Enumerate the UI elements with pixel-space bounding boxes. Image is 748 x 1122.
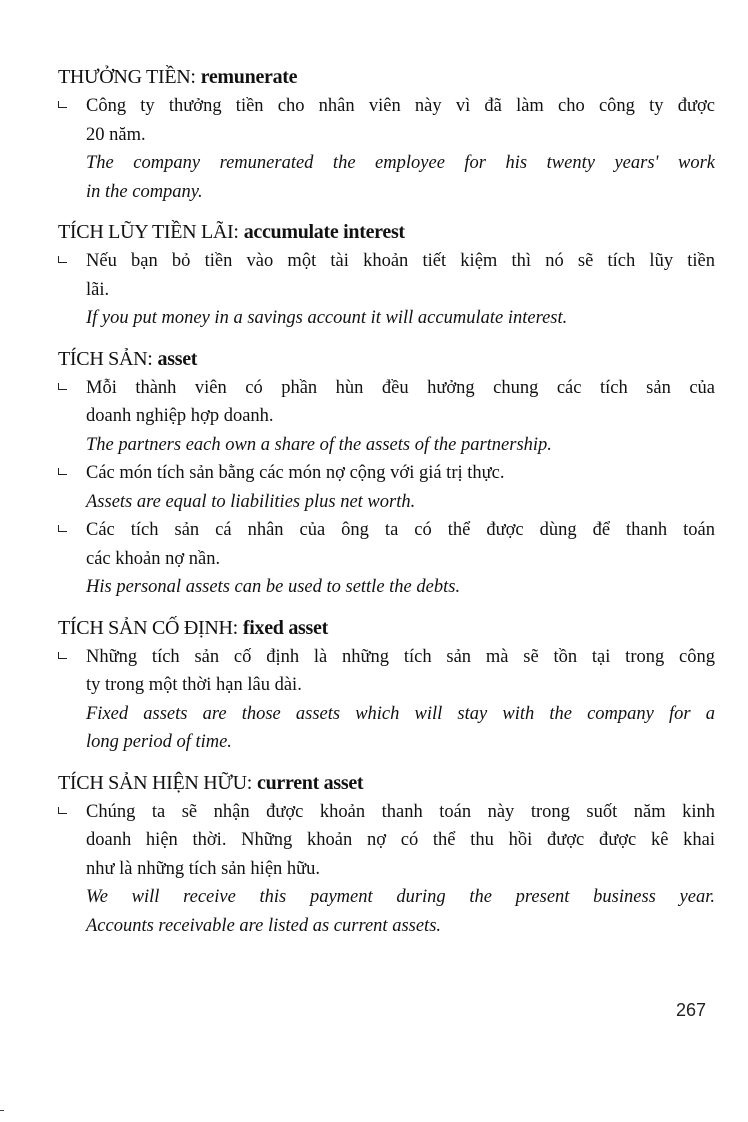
term-vietnamese: TÍCH LŨY TIỀN LÃI: [58,221,239,243]
example-english-line: Fixed assets are those assets which will stay with the company for a [86,703,715,724]
checkbox-bullet-icon [58,652,67,659]
example-english-line: The partners each own a share of the assets of the partnership. [86,434,552,455]
term-vietnamese: TÍCH SẢN CỐ ĐỊNH: [58,616,238,639]
example-vietnamese-line: doanh hiện thời. Những khoản nợ có thể thu hồi được được kê khai [86,830,715,850]
term-vietnamese: TÍCH SẢN HIỆN HỮU: [58,771,252,794]
page-number: 267 [676,1000,707,1020]
example-vietnamese-line: Chúng ta sẽ nhận được khoản thanh toán này trong suốt năm kinh [86,801,715,822]
entry-heading [58,62,715,92]
example-english-line: in the company. [86,181,203,202]
checkbox-bullet-icon [58,383,67,390]
example-item [58,247,715,333]
example-vietnamese-line: lãi. [86,279,110,300]
term-vietnamese: TÍCH SẢN: [58,347,153,370]
example-vietnamese-line: Các tích sản cá nhân của ông ta có thể được dùng để thanh toán [86,520,715,540]
dictionary-entry [58,62,715,206]
term-vietnamese: THƯỞNG TIỀN: [58,66,196,88]
example-item [58,92,715,206]
term-english: accumulate interest [243,221,405,243]
example-item [58,459,715,516]
entry-heading [58,768,715,798]
entry-heading [58,613,715,643]
example-english-line: Assets are equal to liabilities plus net worth. [86,491,416,512]
example-vietnamese-line: ty trong một thời hạn lâu dài. [86,675,302,695]
example-english-line: long period of time. [86,732,232,752]
checkbox-bullet-icon [58,101,67,108]
term-english: remunerate [200,66,298,88]
dictionary-entry [58,768,715,941]
checkbox-bullet-icon [58,468,67,475]
example-vietnamese-line: Mỗi thành viên có phần hùn đều hưởng chung các tích sản của [86,377,715,398]
example-item [58,374,715,460]
example-english-line: If you put money in a savings account it will accumulate interest. [86,308,568,328]
example-vietnamese-line: 20 năm. [86,124,146,145]
dictionary-page-content [58,62,715,951]
term-english: current asset [257,771,364,794]
entry-heading [58,217,715,247]
example-vietnamese-line: các khoản nợ nần. [86,548,221,569]
example-english-line: His personal assets can be used to settle the debts. [86,577,461,597]
example-item [58,798,715,941]
example-vietnamese-line: Những tích sản cố định là những tích sản mà sẽ tồn tại trong công [86,646,715,667]
checkbox-bullet-icon [58,256,67,263]
example-item [58,516,715,602]
checkbox-bullet-icon [58,807,67,814]
dictionary-entry [58,217,715,333]
checkbox-bullet-icon [58,525,67,532]
example-vietnamese-line: Các món tích sản bằng các món nợ cộng với giá trị thực. [86,463,505,483]
example-vietnamese-line: như là những tích sản hiện hữu. [86,858,321,879]
term-english: asset [157,347,198,370]
example-item [58,643,715,757]
term-english: fixed asset [242,616,328,639]
example-english-line: The company remunerated the employee for his twenty years' work [86,153,715,173]
example-english-line: Accounts receivable are listed as current assets. [86,915,442,936]
example-vietnamese-line: Công ty thưởng tiền cho nhân viên này vì đã làm cho công ty được [86,96,715,116]
entry-heading [58,344,715,374]
dictionary-entry [58,344,715,602]
scan-margin-mark [0,1110,4,1111]
example-vietnamese-line: doanh nghiệp hợp doanh. [86,406,274,426]
dictionary-entry [58,613,715,757]
example-vietnamese-line: Nếu bạn bỏ tiền vào một tài khoản tiết kiệm thì nó sẽ tích lũy tiền [86,251,715,271]
example-english-line: We will receive this payment during the present business year. [86,887,715,907]
